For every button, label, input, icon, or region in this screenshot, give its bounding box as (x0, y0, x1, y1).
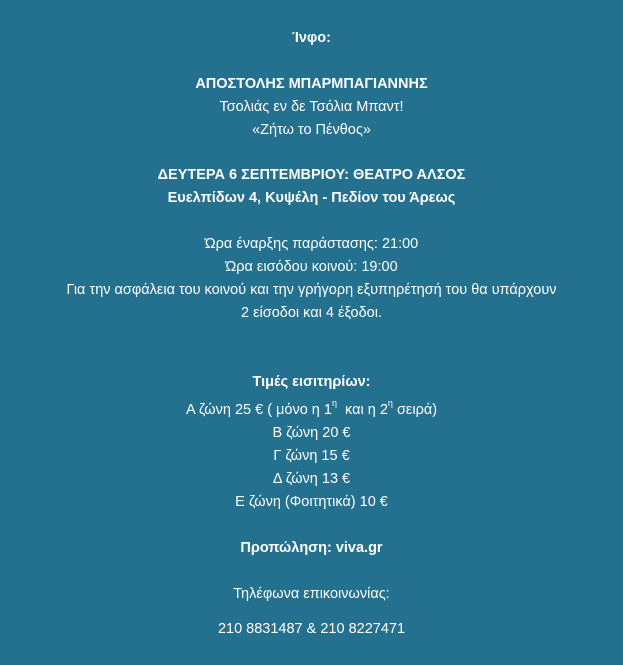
ticket-zone-e: Ε ζώνη (Φοιτητικά) 10 € (235, 494, 388, 510)
venue-date-place: ΔΕΥΤΕΡΑ 6 ΣΕΠΤΕΜΒΡΙΟΥ: ΘΕΑΤΡΟ ΑΛΣΟΣ (157, 167, 466, 183)
contact-heading: Τηλέφωνα επικοινωνίας: (233, 586, 390, 602)
zone-a-sup1: η (331, 398, 337, 409)
start-time: Ώρα έναρξης παράστασης: 21:00 (204, 236, 419, 252)
safety-note-line1: Για την ασφάλεια του κοινού και την γρήγορη εξυπηρέτησή του θα υπάρχουν (66, 282, 557, 298)
venue-address: Ευελπίδων 4, Κυψέλη - Πεδίον του Άρεως (167, 190, 456, 206)
show-title-line2: «Ζήτω το Πένθος» (252, 122, 371, 138)
info-heading: Ίνφο: (292, 30, 331, 46)
zone-a-mid: και η 2 (336, 402, 388, 418)
presale-info: Προπώληση: viva.gr (240, 540, 383, 556)
contact-phones: 210 8831487 & 210 8227471 (217, 621, 406, 637)
zone-a-suffix: σειρά) (392, 402, 438, 418)
artist-name: ΑΠΟΣΤΟΛΗΣ ΜΠΑΡΜΠΑΓΙΑΝΝΗΣ (195, 76, 428, 92)
doors-time: Ώρα εισόδου κοινού: 19:00 (225, 259, 398, 275)
ticket-zone-c: Γ ζώνη 15 € (273, 448, 350, 464)
zone-a-prefix: Α ζώνη 25 € ( μόνο η 1 (185, 402, 332, 418)
tickets-heading: Τιμές εισιτηρίων: (252, 374, 371, 390)
ticket-zone-d: Δ ζώνη 13 € (272, 471, 351, 487)
show-title-line1: Τσολιάς εν δε Τσόλια Μπαντ! (219, 99, 404, 115)
ticket-zone-a (0, 398, 623, 419)
ticket-zone-b: Β ζώνη 20 € (272, 425, 351, 441)
zone-a-sup2: η (387, 398, 393, 409)
safety-note-line2: 2 είσοδοι και 4 έξοδοι. (241, 305, 382, 321)
